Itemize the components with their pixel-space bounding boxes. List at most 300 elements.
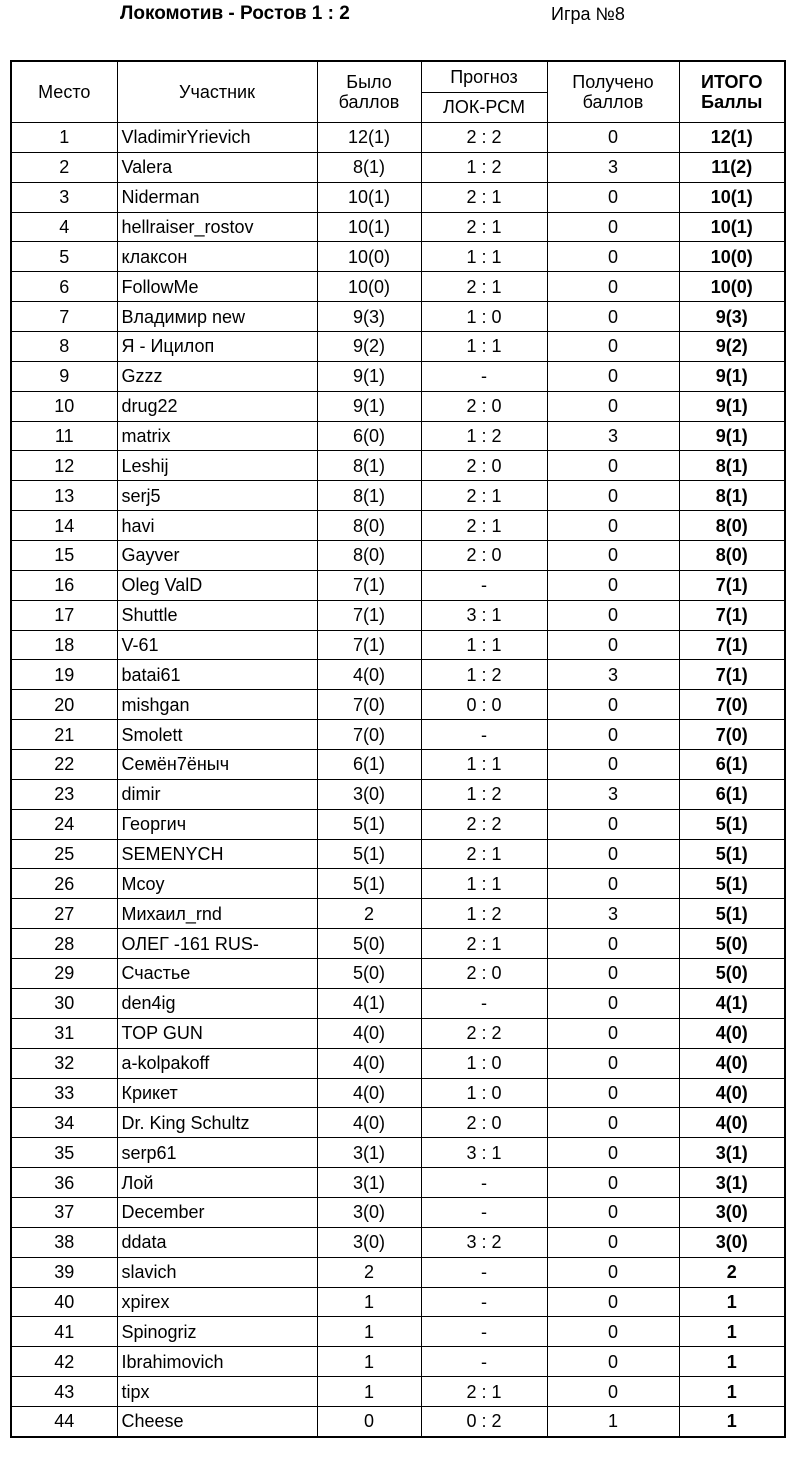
cell-forecast: - xyxy=(421,1168,547,1198)
cell-forecast: 2 : 2 xyxy=(421,809,547,839)
cell-total-points: 4(0) xyxy=(679,1048,785,1078)
cell-total-points: 4(0) xyxy=(679,1108,785,1138)
cell-participant: Mcoy xyxy=(117,869,317,899)
cell-forecast: 2 : 1 xyxy=(421,212,547,242)
cell-total-points: 3(0) xyxy=(679,1227,785,1257)
table-row xyxy=(11,1108,785,1138)
table-row xyxy=(11,1406,785,1436)
cell-forecast: 1 : 2 xyxy=(421,779,547,809)
cell-got-points: 0 xyxy=(547,332,679,362)
cell-total-points: 5(1) xyxy=(679,809,785,839)
cell-participant: ddata xyxy=(117,1227,317,1257)
table-header xyxy=(11,61,785,123)
cell-place: 26 xyxy=(11,869,117,899)
cell-place: 9 xyxy=(11,361,117,391)
cell-got-points: 0 xyxy=(547,123,679,153)
cell-total-points: 3(1) xyxy=(679,1168,785,1198)
cell-forecast: 0 : 0 xyxy=(421,690,547,720)
cell-got-points: 0 xyxy=(547,182,679,212)
cell-got-points: 0 xyxy=(547,451,679,481)
cell-was-points: 7(1) xyxy=(317,570,421,600)
cell-place: 15 xyxy=(11,541,117,571)
cell-was-points: 7(0) xyxy=(317,720,421,750)
cell-got-points: 0 xyxy=(547,1347,679,1377)
cell-participant: Shuttle xyxy=(117,600,317,630)
cell-place: 6 xyxy=(11,272,117,302)
cell-forecast: 1 : 2 xyxy=(421,660,547,690)
table-row xyxy=(11,869,785,899)
cell-total-points: 11(2) xyxy=(679,152,785,182)
cell-forecast: - xyxy=(421,988,547,1018)
cell-was-points: 8(0) xyxy=(317,541,421,571)
cell-participant: hellraiser_rostov xyxy=(117,212,317,242)
cell-was-points: 9(2) xyxy=(317,332,421,362)
col-header-was xyxy=(317,61,421,123)
cell-got-points: 0 xyxy=(547,929,679,959)
cell-forecast: 2 : 1 xyxy=(421,839,547,869)
cell-forecast: - xyxy=(421,1197,547,1227)
cell-was-points: 1 xyxy=(317,1287,421,1317)
cell-got-points: 0 xyxy=(547,959,679,989)
cell-place: 39 xyxy=(11,1257,117,1287)
standings-table xyxy=(10,60,786,1438)
cell-place: 33 xyxy=(11,1078,117,1108)
cell-was-points: 2 xyxy=(317,899,421,929)
cell-place: 8 xyxy=(11,332,117,362)
cell-participant: Я - Ицилоп xyxy=(117,332,317,362)
cell-was-points: 4(0) xyxy=(317,660,421,690)
cell-was-points: 1 xyxy=(317,1317,421,1347)
cell-participant: SEMENYCH xyxy=(117,839,317,869)
cell-was-points: 8(1) xyxy=(317,152,421,182)
cell-was-points: 3(0) xyxy=(317,1197,421,1227)
col-header-got xyxy=(547,61,679,123)
cell-was-points: 7(1) xyxy=(317,600,421,630)
table-row xyxy=(11,1257,785,1287)
cell-participant: Владимир new xyxy=(117,302,317,332)
cell-total-points: 9(1) xyxy=(679,421,785,451)
cell-was-points: 5(0) xyxy=(317,959,421,989)
cell-was-points: 12(1) xyxy=(317,123,421,153)
cell-was-points: 3(0) xyxy=(317,1227,421,1257)
cell-forecast: 2 : 0 xyxy=(421,541,547,571)
cell-place: 30 xyxy=(11,988,117,1018)
cell-total-points: 9(1) xyxy=(679,361,785,391)
cell-forecast: 1 : 1 xyxy=(421,242,547,272)
table-row xyxy=(11,152,785,182)
cell-participant: batai61 xyxy=(117,660,317,690)
cell-place: 5 xyxy=(11,242,117,272)
col-header-was-line1: Было xyxy=(346,72,392,92)
cell-was-points: 5(0) xyxy=(317,929,421,959)
cell-total-points: 5(1) xyxy=(679,899,785,929)
cell-total-points: 10(1) xyxy=(679,182,785,212)
table-row xyxy=(11,212,785,242)
cell-place: 24 xyxy=(11,809,117,839)
cell-total-points: 4(1) xyxy=(679,988,785,1018)
cell-got-points: 0 xyxy=(547,302,679,332)
cell-participant: Gzzz xyxy=(117,361,317,391)
cell-forecast: 2 : 1 xyxy=(421,481,547,511)
cell-got-points: 1 xyxy=(547,1406,679,1436)
cell-got-points: 0 xyxy=(547,869,679,899)
cell-forecast: 1 : 2 xyxy=(421,899,547,929)
cell-place: 14 xyxy=(11,511,117,541)
cell-total-points: 10(1) xyxy=(679,212,785,242)
table-row xyxy=(11,720,785,750)
cell-was-points: 10(0) xyxy=(317,242,421,272)
cell-forecast: 1 : 1 xyxy=(421,869,547,899)
cell-participant: Oleg ValD xyxy=(117,570,317,600)
cell-was-points: 10(1) xyxy=(317,182,421,212)
cell-place: 7 xyxy=(11,302,117,332)
table-row xyxy=(11,660,785,690)
cell-got-points: 0 xyxy=(547,1287,679,1317)
cell-place: 16 xyxy=(11,570,117,600)
cell-total-points: 6(1) xyxy=(679,750,785,780)
game-number: Игра №8 xyxy=(551,4,625,24)
cell-participant: TOP GUN xyxy=(117,1018,317,1048)
cell-was-points: 9(1) xyxy=(317,391,421,421)
cell-total-points: 9(1) xyxy=(679,391,785,421)
cell-participant: xpirex xyxy=(117,1287,317,1317)
cell-was-points: 10(1) xyxy=(317,212,421,242)
cell-got-points: 0 xyxy=(547,720,679,750)
cell-forecast: 2 : 1 xyxy=(421,929,547,959)
cell-got-points: 0 xyxy=(547,1197,679,1227)
cell-was-points: 7(0) xyxy=(317,690,421,720)
cell-was-points: 3(1) xyxy=(317,1138,421,1168)
cell-total-points: 1 xyxy=(679,1287,785,1317)
cell-place: 21 xyxy=(11,720,117,750)
cell-forecast: 3 : 1 xyxy=(421,600,547,630)
cell-place: 44 xyxy=(11,1406,117,1436)
cell-total-points: 9(3) xyxy=(679,302,785,332)
cell-place: 10 xyxy=(11,391,117,421)
table-row xyxy=(11,690,785,720)
cell-participant: drug22 xyxy=(117,391,317,421)
table-row xyxy=(11,1168,785,1198)
cell-got-points: 0 xyxy=(547,1377,679,1407)
cell-place: 43 xyxy=(11,1377,117,1407)
cell-got-points: 0 xyxy=(547,809,679,839)
cell-place: 42 xyxy=(11,1347,117,1377)
cell-forecast: 1 : 2 xyxy=(421,152,547,182)
table-row xyxy=(11,481,785,511)
col-header-got-line1: Получено xyxy=(572,72,654,92)
cell-got-points: 0 xyxy=(547,839,679,869)
cell-was-points: 9(3) xyxy=(317,302,421,332)
cell-was-points: 6(1) xyxy=(317,750,421,780)
table-row xyxy=(11,600,785,630)
cell-was-points: 4(1) xyxy=(317,988,421,1018)
cell-was-points: 0 xyxy=(317,1406,421,1436)
cell-forecast: 1 : 1 xyxy=(421,332,547,362)
table-body xyxy=(11,123,785,1437)
cell-participant: Михаил_rnd xyxy=(117,899,317,929)
cell-total-points: 8(1) xyxy=(679,451,785,481)
cell-forecast: 2 : 0 xyxy=(421,959,547,989)
cell-participant: mishgan xyxy=(117,690,317,720)
cell-was-points: 7(1) xyxy=(317,630,421,660)
cell-participant: a-kolpakoff xyxy=(117,1048,317,1078)
cell-place: 40 xyxy=(11,1287,117,1317)
cell-participant: serj5 xyxy=(117,481,317,511)
table-row xyxy=(11,899,785,929)
cell-got-points: 0 xyxy=(547,1168,679,1198)
cell-forecast: 2 : 1 xyxy=(421,272,547,302)
cell-participant: Valera xyxy=(117,152,317,182)
cell-participant: ОЛЕГ -161 RUS- xyxy=(117,929,317,959)
table-row xyxy=(11,929,785,959)
cell-total-points: 1 xyxy=(679,1406,785,1436)
cell-participant: Smolett xyxy=(117,720,317,750)
cell-total-points: 7(1) xyxy=(679,600,785,630)
cell-place: 38 xyxy=(11,1227,117,1257)
cell-was-points: 4(0) xyxy=(317,1048,421,1078)
cell-got-points: 3 xyxy=(547,152,679,182)
cell-place: 11 xyxy=(11,421,117,451)
cell-got-points: 0 xyxy=(547,1138,679,1168)
cell-was-points: 2 xyxy=(317,1257,421,1287)
cell-got-points: 0 xyxy=(547,242,679,272)
cell-participant: Niderman xyxy=(117,182,317,212)
cell-place: 31 xyxy=(11,1018,117,1048)
cell-was-points: 3(0) xyxy=(317,779,421,809)
cell-participant: Семён7ёныч xyxy=(117,750,317,780)
cell-place: 29 xyxy=(11,959,117,989)
cell-total-points: 1 xyxy=(679,1317,785,1347)
cell-total-points: 3(0) xyxy=(679,1197,785,1227)
col-header-place: Место xyxy=(11,61,117,123)
table-row xyxy=(11,332,785,362)
cell-was-points: 8(1) xyxy=(317,481,421,511)
cell-was-points: 6(0) xyxy=(317,421,421,451)
cell-place: 17 xyxy=(11,600,117,630)
cell-got-points: 0 xyxy=(547,272,679,302)
cell-forecast: - xyxy=(421,720,547,750)
cell-forecast: 2 : 0 xyxy=(421,1108,547,1138)
cell-place: 37 xyxy=(11,1197,117,1227)
cell-participant: клаксон xyxy=(117,242,317,272)
cell-place: 12 xyxy=(11,451,117,481)
cell-was-points: 5(1) xyxy=(317,869,421,899)
col-header-participant: Участник xyxy=(117,61,317,123)
cell-place: 1 xyxy=(11,123,117,153)
cell-place: 34 xyxy=(11,1108,117,1138)
cell-participant: Cheese xyxy=(117,1406,317,1436)
cell-participant: matrix xyxy=(117,421,317,451)
cell-forecast: - xyxy=(421,1287,547,1317)
cell-total-points: 7(1) xyxy=(679,570,785,600)
table-row xyxy=(11,1048,785,1078)
cell-place: 36 xyxy=(11,1168,117,1198)
cell-was-points: 5(1) xyxy=(317,839,421,869)
cell-got-points: 0 xyxy=(547,750,679,780)
cell-total-points: 1 xyxy=(679,1377,785,1407)
cell-was-points: 5(1) xyxy=(317,809,421,839)
cell-place: 19 xyxy=(11,660,117,690)
cell-place: 13 xyxy=(11,481,117,511)
table-row xyxy=(11,1197,785,1227)
table-row xyxy=(11,1317,785,1347)
cell-participant: VladimirYrievich xyxy=(117,123,317,153)
table-row xyxy=(11,391,785,421)
cell-got-points: 0 xyxy=(547,690,679,720)
cell-total-points: 8(0) xyxy=(679,541,785,571)
cell-was-points: 1 xyxy=(317,1347,421,1377)
col-header-total-line2: Баллы xyxy=(701,92,763,112)
cell-participant: Spinogriz xyxy=(117,1317,317,1347)
cell-forecast: 2 : 0 xyxy=(421,451,547,481)
cell-total-points: 1 xyxy=(679,1347,785,1377)
cell-got-points: 0 xyxy=(547,481,679,511)
cell-place: 18 xyxy=(11,630,117,660)
table-row xyxy=(11,809,785,839)
cell-got-points: 0 xyxy=(547,361,679,391)
table-row xyxy=(11,511,785,541)
col-header-total-line1: ИТОГО xyxy=(701,72,763,92)
cell-forecast: 2 : 0 xyxy=(421,391,547,421)
cell-forecast: - xyxy=(421,1257,547,1287)
cell-participant: V-61 xyxy=(117,630,317,660)
cell-forecast: 1 : 0 xyxy=(421,302,547,332)
cell-total-points: 4(0) xyxy=(679,1018,785,1048)
cell-was-points: 8(1) xyxy=(317,451,421,481)
cell-participant: Счастье xyxy=(117,959,317,989)
cell-total-points: 4(0) xyxy=(679,1078,785,1108)
cell-participant: December xyxy=(117,1197,317,1227)
table-row xyxy=(11,1138,785,1168)
table-row xyxy=(11,302,785,332)
cell-forecast: 0 : 2 xyxy=(421,1406,547,1436)
cell-participant: slavich xyxy=(117,1257,317,1287)
cell-participant: tipx xyxy=(117,1377,317,1407)
cell-total-points: 7(1) xyxy=(679,660,785,690)
cell-got-points: 3 xyxy=(547,660,679,690)
cell-got-points: 0 xyxy=(547,1048,679,1078)
cell-place: 20 xyxy=(11,690,117,720)
cell-total-points: 7(0) xyxy=(679,720,785,750)
cell-was-points: 8(0) xyxy=(317,511,421,541)
cell-place: 22 xyxy=(11,750,117,780)
cell-forecast: 1 : 1 xyxy=(421,750,547,780)
cell-forecast: 3 : 1 xyxy=(421,1138,547,1168)
table-row xyxy=(11,959,785,989)
cell-place: 28 xyxy=(11,929,117,959)
cell-total-points: 5(0) xyxy=(679,929,785,959)
cell-got-points: 3 xyxy=(547,899,679,929)
cell-was-points: 4(0) xyxy=(317,1078,421,1108)
cell-forecast: 1 : 2 xyxy=(421,421,547,451)
cell-total-points: 10(0) xyxy=(679,242,785,272)
cell-got-points: 0 xyxy=(547,988,679,1018)
cell-got-points: 0 xyxy=(547,1317,679,1347)
cell-got-points: 0 xyxy=(547,600,679,630)
table-row xyxy=(11,1227,785,1257)
cell-participant: Лой xyxy=(117,1168,317,1198)
cell-place: 35 xyxy=(11,1138,117,1168)
cell-forecast: - xyxy=(421,361,547,391)
table-row xyxy=(11,839,785,869)
table-row xyxy=(11,451,785,481)
table-row xyxy=(11,630,785,660)
cell-got-points: 0 xyxy=(547,1257,679,1287)
cell-participant: serp61 xyxy=(117,1138,317,1168)
cell-was-points: 9(1) xyxy=(317,361,421,391)
cell-forecast: 1 : 0 xyxy=(421,1078,547,1108)
cell-was-points: 4(0) xyxy=(317,1108,421,1138)
cell-total-points: 10(0) xyxy=(679,272,785,302)
cell-participant: Крикет xyxy=(117,1078,317,1108)
table-row xyxy=(11,182,785,212)
cell-got-points: 0 xyxy=(547,1227,679,1257)
cell-place: 27 xyxy=(11,899,117,929)
cell-participant: Ibrahimovich xyxy=(117,1347,317,1377)
cell-got-points: 3 xyxy=(547,421,679,451)
cell-total-points: 12(1) xyxy=(679,123,785,153)
cell-forecast: 2 : 1 xyxy=(421,511,547,541)
cell-got-points: 0 xyxy=(547,511,679,541)
cell-forecast: 2 : 1 xyxy=(421,1377,547,1407)
cell-total-points: 8(1) xyxy=(679,481,785,511)
cell-total-points: 5(1) xyxy=(679,869,785,899)
table-row xyxy=(11,1287,785,1317)
cell-participant: FollowMe xyxy=(117,272,317,302)
cell-participant: Георгич xyxy=(117,809,317,839)
cell-forecast: 2 : 1 xyxy=(421,182,547,212)
match-title: Локомотив - Ростов 1 : 2 xyxy=(120,3,350,24)
cell-participant: havi xyxy=(117,511,317,541)
table-row xyxy=(11,750,785,780)
cell-total-points: 5(0) xyxy=(679,959,785,989)
cell-participant: dimir xyxy=(117,779,317,809)
cell-participant: Dr. King Schultz xyxy=(117,1108,317,1138)
cell-forecast: 2 : 2 xyxy=(421,123,547,153)
cell-total-points: 2 xyxy=(679,1257,785,1287)
cell-place: 2 xyxy=(11,152,117,182)
table-row xyxy=(11,988,785,1018)
cell-participant: Leshij xyxy=(117,451,317,481)
cell-got-points: 0 xyxy=(547,1108,679,1138)
cell-total-points: 3(1) xyxy=(679,1138,785,1168)
cell-got-points: 0 xyxy=(547,630,679,660)
cell-total-points: 8(0) xyxy=(679,511,785,541)
col-header-forecast-sub: ЛОК-РСМ xyxy=(421,92,547,123)
cell-got-points: 0 xyxy=(547,541,679,571)
table-row xyxy=(11,361,785,391)
cell-was-points: 3(1) xyxy=(317,1168,421,1198)
cell-got-points: 0 xyxy=(547,1018,679,1048)
table-row xyxy=(11,1078,785,1108)
table-row xyxy=(11,242,785,272)
cell-was-points: 4(0) xyxy=(317,1018,421,1048)
cell-place: 23 xyxy=(11,779,117,809)
col-header-total xyxy=(679,61,785,123)
table-row xyxy=(11,1377,785,1407)
cell-forecast: 3 : 2 xyxy=(421,1227,547,1257)
cell-participant: Gayver xyxy=(117,541,317,571)
cell-forecast: - xyxy=(421,570,547,600)
table-row xyxy=(11,570,785,600)
cell-forecast: - xyxy=(421,1347,547,1377)
cell-forecast: 2 : 2 xyxy=(421,1018,547,1048)
col-header-got-line2: баллов xyxy=(582,92,644,112)
cell-place: 25 xyxy=(11,839,117,869)
cell-got-points: 0 xyxy=(547,570,679,600)
cell-was-points: 1 xyxy=(317,1377,421,1407)
cell-got-points: 0 xyxy=(547,1078,679,1108)
